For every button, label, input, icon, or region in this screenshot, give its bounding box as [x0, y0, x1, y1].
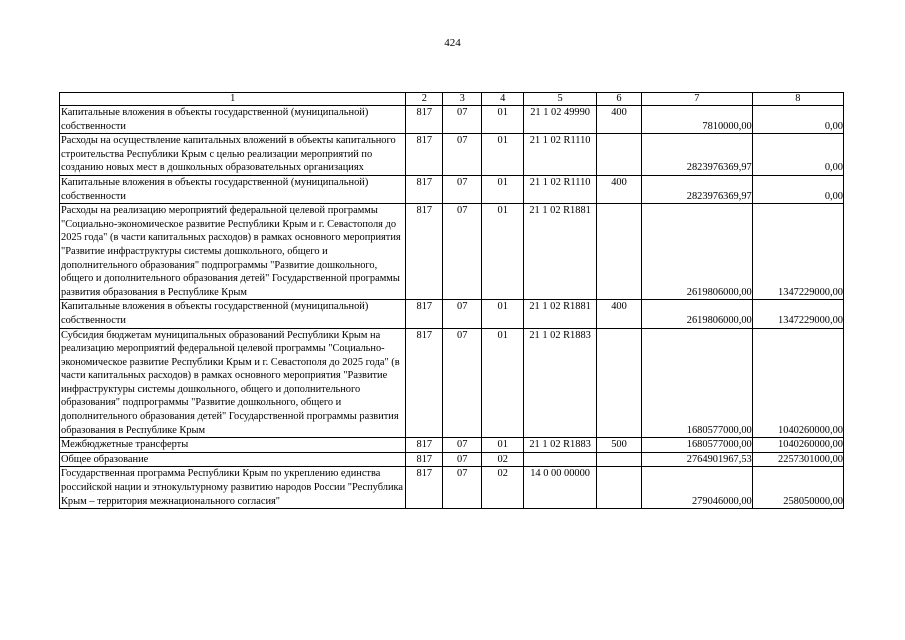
row-amount-1: 1680577000,00	[642, 328, 753, 438]
row-amount-1: 279046000,00	[642, 467, 753, 509]
row-expense-type: 400	[596, 175, 641, 203]
row-code-section: 07	[443, 438, 482, 453]
row-code-ministry: 817	[406, 328, 443, 438]
row-name: Расходы на реализацию мероприятий федеральной целевой программы "Социально-экономическое развитие Республики Крым и г. Севастополя до 2025 года" (в части капитальных расходов) в рамках основного мероприятия "Развитие инфраструктуры системы дошкольного, общего и дополнительного образования" подпрограммы "Развитие дошкольного, общего и дополнительного образования детей" Государственной программы развития образования в Республике Крым	[60, 204, 406, 300]
row-amount-2: 258050000,00	[752, 467, 843, 509]
row-amount-2: 0,00	[752, 134, 843, 176]
header-cell: 5	[524, 93, 597, 106]
row-code-subsection: 02	[482, 452, 524, 467]
row-code-ministry: 817	[406, 204, 443, 300]
budget-table	[59, 92, 844, 509]
row-amount-2: 0,00	[752, 106, 843, 134]
row-expense-type	[596, 467, 641, 509]
row-target-article: 21 1 02 R1110	[524, 134, 597, 176]
table-row	[60, 134, 844, 176]
table-row	[60, 328, 844, 438]
row-amount-2: 1347229000,00	[752, 204, 843, 300]
table-row	[60, 106, 844, 134]
row-code-subsection: 02	[482, 467, 524, 509]
row-expense-type	[596, 204, 641, 300]
row-name: Расходы на осуществление капитальных вложений в объекты капитального строительства Республики Крым с целью реализации мероприятий по созданию новых мест в дошкольных образовательных организациях	[60, 134, 406, 176]
table-row	[60, 438, 844, 453]
row-code-section: 07	[443, 467, 482, 509]
row-code-ministry: 817	[406, 467, 443, 509]
row-code-ministry: 817	[406, 452, 443, 467]
header-cell: 3	[443, 93, 482, 106]
row-amount-2: 2257301000,00	[752, 452, 843, 467]
row-expense-type	[596, 452, 641, 467]
row-target-article: 14 0 00 00000	[524, 467, 597, 509]
table-row	[60, 452, 844, 467]
row-target-article: 21 1 02 R1883	[524, 438, 597, 453]
row-code-section: 07	[443, 204, 482, 300]
header-cell: 4	[482, 93, 524, 106]
row-amount-1: 1680577000,00	[642, 438, 753, 453]
row-name: Капитальные вложения в объекты государственной (муниципальной) собственности	[60, 300, 406, 328]
header-cell: 7	[642, 93, 753, 106]
row-code-section: 07	[443, 452, 482, 467]
page-number: 424	[444, 37, 461, 49]
row-name: Капитальные вложения в объекты государственной (муниципальной) собственности	[60, 175, 406, 203]
row-amount-2: 1040260000,00	[752, 438, 843, 453]
row-code-ministry: 817	[406, 106, 443, 134]
row-amount-1: 7810000,00	[642, 106, 753, 134]
row-code-section: 07	[443, 175, 482, 203]
row-expense-type	[596, 134, 641, 176]
row-target-article: 21 1 02 R1881	[524, 300, 597, 328]
row-code-ministry: 817	[406, 175, 443, 203]
row-name: Субсидия бюджетам муниципальных образований Республики Крым на реализацию мероприятий федеральной целевой программы "Социально-экономическое развитие Республики Крым и г. Севастополя до 2025 года" (в части капитальных расходов) в рамках основного мероприятия "Развитие инфраструктуры системы дошкольного, общего и дополнительного образования" подпрограммы "Развитие дошкольного, общего и дополнительного образования детей" Государственной программы развития образования в Республике Крым	[60, 328, 406, 438]
row-code-section: 07	[443, 134, 482, 176]
row-name: Государственная программа Республики Крым по укреплению единства российской нации и этнокультурному развитию народов России "Республика Крым – территория межнационального согласия"	[60, 467, 406, 509]
row-code-ministry: 817	[406, 438, 443, 453]
row-amount-2: 1347229000,00	[752, 300, 843, 328]
row-amount-1: 2764901967,53	[642, 452, 753, 467]
table-header-row	[60, 93, 844, 106]
header-cell: 8	[752, 93, 843, 106]
header-cell: 2	[406, 93, 443, 106]
row-code-subsection: 01	[482, 106, 524, 134]
row-name: Межбюджетные трансферты	[60, 438, 406, 453]
row-code-subsection: 01	[482, 300, 524, 328]
row-code-subsection: 01	[482, 134, 524, 176]
row-amount-1: 2823976369,97	[642, 134, 753, 176]
row-code-ministry: 817	[406, 134, 443, 176]
row-amount-2: 0,00	[752, 175, 843, 203]
table-row	[60, 204, 844, 300]
header-cell: 1	[60, 93, 406, 106]
row-code-subsection: 01	[482, 328, 524, 438]
table-row	[60, 175, 844, 203]
row-code-ministry: 817	[406, 300, 443, 328]
row-amount-2: 1040260000,00	[752, 328, 843, 438]
row-target-article: 21 1 02 R1883	[524, 328, 597, 438]
row-expense-type	[596, 328, 641, 438]
row-target-article: 21 1 02 49990	[524, 106, 597, 134]
row-target-article: 21 1 02 R1881	[524, 204, 597, 300]
row-expense-type: 400	[596, 106, 641, 134]
row-expense-type: 400	[596, 300, 641, 328]
row-target-article	[524, 452, 597, 467]
row-code-section: 07	[443, 300, 482, 328]
row-code-subsection: 01	[482, 175, 524, 203]
row-code-section: 07	[443, 328, 482, 438]
row-target-article: 21 1 02 R1110	[524, 175, 597, 203]
row-amount-1: 2619806000,00	[642, 300, 753, 328]
table-row	[60, 467, 844, 509]
row-name: Общее образование	[60, 452, 406, 467]
row-amount-1: 2619806000,00	[642, 204, 753, 300]
table-row	[60, 300, 844, 328]
row-expense-type: 500	[596, 438, 641, 453]
row-code-section: 07	[443, 106, 482, 134]
row-amount-1: 2823976369,97	[642, 175, 753, 203]
row-name: Капитальные вложения в объекты государственной (муниципальной) собственности	[60, 106, 406, 134]
header-cell: 6	[596, 93, 641, 106]
row-code-subsection: 01	[482, 438, 524, 453]
row-code-subsection: 01	[482, 204, 524, 300]
